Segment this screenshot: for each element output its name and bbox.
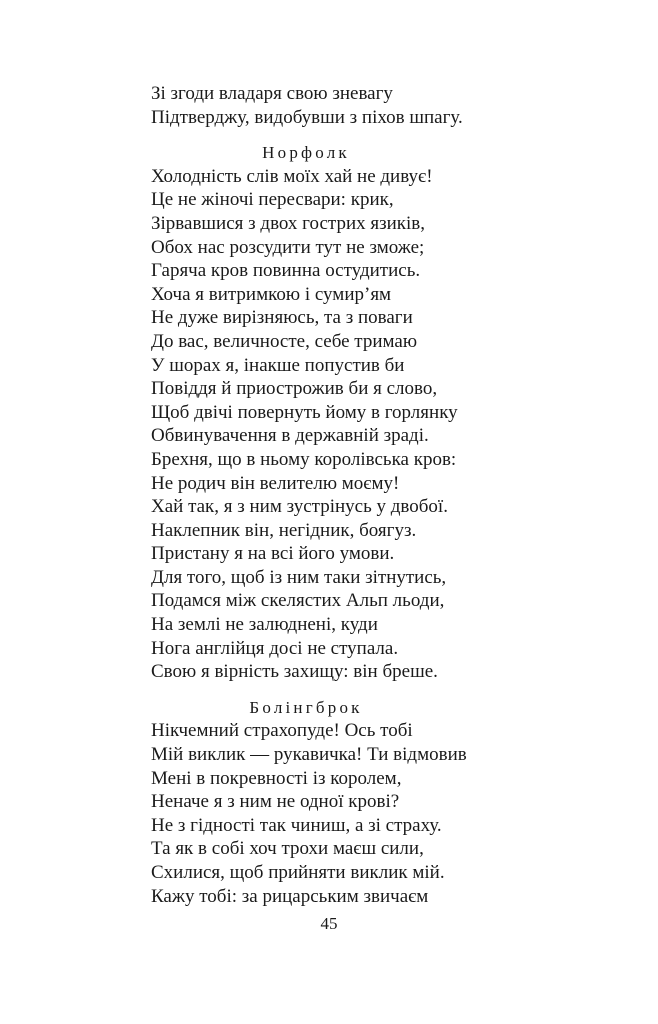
verse-line: Мій виклик — рукавичка! Ти відмовив bbox=[151, 744, 467, 766]
verse-text bbox=[151, 82, 551, 908]
stanza-gap bbox=[151, 129, 551, 141]
verse-line: Свою я вірність захищу: він бреше. bbox=[151, 661, 438, 683]
verse-line: Щоб двічі повернуть йому в горлянку bbox=[151, 401, 458, 423]
verse-line: Гаряча кров повинна остудитись. bbox=[151, 260, 421, 282]
verse-line: Наклепник він, негідник, боягуз. bbox=[151, 519, 417, 541]
page-number: 45 bbox=[320, 914, 338, 933]
verse-line: У шорах я, інакше попустив би bbox=[151, 354, 405, 376]
verse-line: Не родич він велителю моєму! bbox=[151, 472, 400, 494]
verse-line: Це не жіночі пересвари: крик, bbox=[151, 189, 394, 211]
verse-line: Схилися, щоб прийняти виклик мій. bbox=[151, 862, 445, 883]
verse-line: Холодність слів моїх хай не дивує! bbox=[151, 165, 433, 187]
speaker-name: Болінгброк bbox=[249, 697, 363, 717]
verse-line: До вас, величносте, себе тримаю bbox=[151, 330, 418, 352]
verse-line: Подамся між скелястих Альп льоди, bbox=[151, 590, 445, 612]
verse-line: Для того, щоб із ним таки зітнутись, bbox=[151, 566, 447, 588]
verse-line: Неначе я з ним не одної крові? bbox=[151, 791, 400, 813]
verse-line: На землі не залюднені, куди bbox=[151, 614, 378, 636]
stanza-gap bbox=[151, 684, 551, 696]
verse-line: Брехня, що в ньому королівська кров: bbox=[151, 448, 457, 470]
verse-line: Зірвавшися з двох гострих язиків, bbox=[151, 212, 426, 234]
verse-line: Не з гідності так чиниш, а зі страху. bbox=[151, 814, 442, 836]
verse-line: Хай так, я з ним зустрінусь у двобої. bbox=[151, 496, 448, 518]
speaker-name: Норфолк bbox=[262, 143, 350, 163]
verse-line: Обвинувачення в державній зраді. bbox=[151, 425, 429, 447]
verse-line: Пристану я на всі його умови. bbox=[151, 543, 395, 565]
verse-line: Хоча я витримкою і сумир’ям bbox=[151, 283, 392, 305]
verse-line: Повіддя й приострожив би я слово, bbox=[151, 378, 438, 400]
verse-line: Нікчемний страхопуде! Ось тобі bbox=[151, 720, 413, 742]
verse-line: Обох нас розсудити тут не зможе; bbox=[151, 236, 425, 258]
verse-line: Зі згоди владаря свою зневагу bbox=[151, 83, 393, 104]
verse-line: Мені в покревності із королем, bbox=[151, 767, 402, 789]
verse-line: Не дуже вирізняюсь, та з поваги bbox=[151, 307, 413, 329]
verse-line: Нога англійця досі не ступала. bbox=[151, 637, 399, 659]
verse-line: Кажу тобі: за рицарським звичаєм bbox=[151, 885, 429, 907]
verse-line: Підтверджу, видобувши з піхов шпагу. bbox=[151, 106, 463, 128]
verse-line: Та як в собі хоч трохи маєш сили, bbox=[151, 838, 424, 860]
